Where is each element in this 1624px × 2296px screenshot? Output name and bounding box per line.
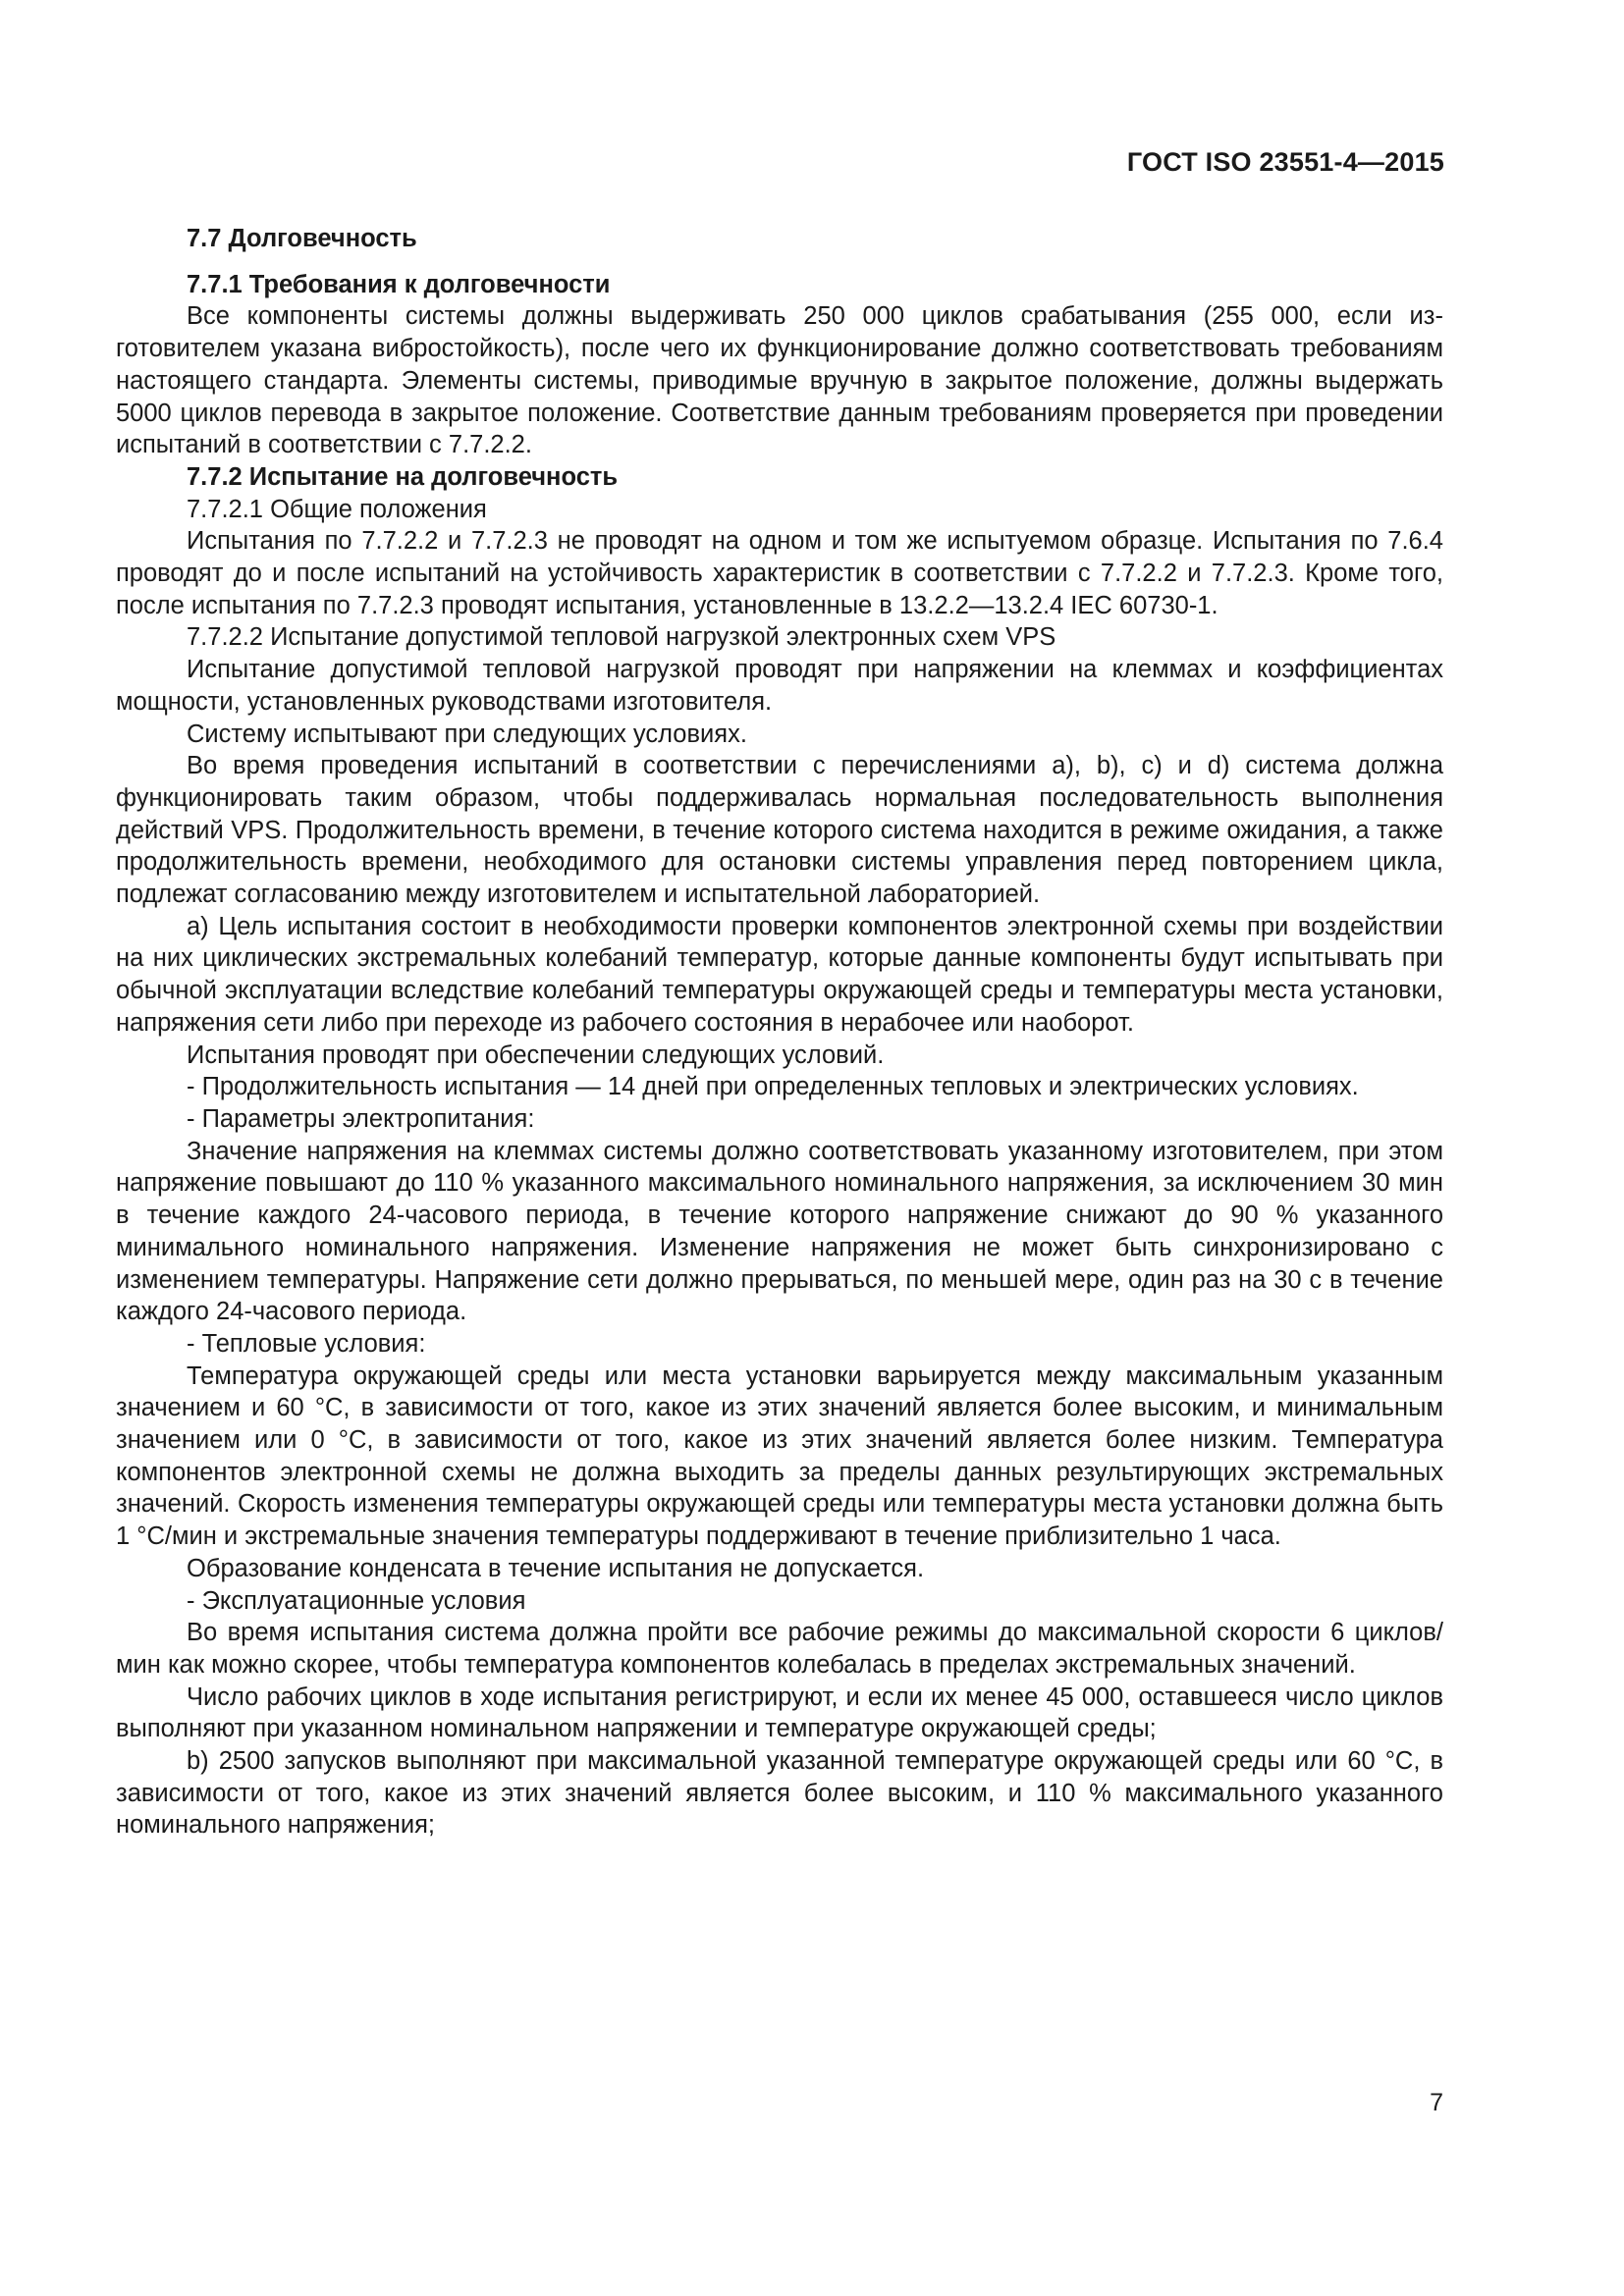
paragraph-item-b: b) 2500 запусков выполняют при максимальной указанной температуре окружающей среды или 60 °С, в зависимости от того, какое из этих значений является более высоким, и 110 % максимального указанного номинального напряжения;: [116, 1747, 1443, 1840]
list-item-operating-conditions: - Эксплуатационные условия: [187, 1586, 526, 1615]
subsection-heading-7-7-2: 7.7.2 Испытание на долговечность: [187, 462, 619, 491]
list-item-thermal-conditions: - Тепловые условия:: [187, 1329, 426, 1358]
paragraph-durability-requirements: Все компоненты системы должны выдерживать 250 000 циклов срабатывания (255 000, если изготовителем указана вибростойкость), после чего их функционирование должно соответствовать требованиям настоящего стандарта. Элементы системы, приводимые вручную в закрытое положение, должны выдержать 5000 циклов перевода в закрытое положение. Соответствие данным требованиям проверяется при проведении испытаний в соответствии с 7.7.2.2.: [116, 302, 1443, 459]
list-item-duration: - Продолжительность испытания — 14 дней при определенных тепловых и электрических условиях.: [187, 1073, 1359, 1101]
paragraph-operating-modes: Во время испытания система должна пройти все рабочие режимы до максимальной скорости 6 циклов/мин как можно скорее, чтобы температура компонентов колебалась в пределах экстремальных значений.: [116, 1619, 1443, 1679]
clause-heading-7-7-2-2: 7.7.2.2 Испытание допустимой тепловой нагрузкой электронных схем VPS: [187, 623, 1056, 652]
paragraph-temperature-range: Температура окружающей среды или места установки варьируется между максимальным указанным значением и 60 °С, в зависимости от того, какое из этих значений является более высоким, и минимальным значением или 0 °С, в зависимости от того, какое из этих значений является более низким. Температура компонентов электронной схемы не должна выходить за пределы данных результирующих экстремальных значений. Скорость изменения температуры окружающей среды или температуры места установки должна быть 1 °С/мин и экстремальные значения температуры поддерживают в течение приблизительно 1 часа.: [116, 1362, 1443, 1551]
paragraph-thermal-load-test: Испытание допустимой тепловой нагрузкой проводят при напряжении на клеммах и коэффициентах мощности, установленных руководствами изготовителя.: [116, 656, 1443, 716]
document-header: ГОСТ ISO 23551-4—2015: [1126, 147, 1444, 177]
clause-heading-7-7-2-1: 7.7.2.1 Общие положения: [187, 495, 487, 523]
section-heading-7-7: 7.7 Долговечность: [187, 225, 417, 252]
page-number: 7: [1430, 2089, 1443, 2116]
paragraph-general-provisions: Испытания по 7.7.2.2 и 7.7.2.3 не проводят на одном и том же испытуемом образце. Испытания по 7.6.4 проводят до и после испытаний на устойчивость характеристик в соответствии с 7.7.2.2 и 7.7.2.3. Кроме того, после испытания по 7.7.2.3 проводят испытания, установленные в 13.2.2—13.2.4 IEC 60730-1.: [116, 527, 1443, 619]
paragraph-voltage-values: Значение напряжения на клеммах системы должно соответствовать указанному изготовителем, при этом напряжение повышают до 110 % указанного максимального номинального напряжения, за исключением 30 мин в течение каждого 24-часового периода, в течение которого напряжение снижают до 90 % указанного минимального номинального напряжения. Изменение напряжения не может быть синхронизировано с изменением температуры. Напряжение сети должно прерываться, по меньшей мере, один раз на 30 с в течение каждого 24-часового периода.: [116, 1137, 1443, 1326]
subsection-heading-7-7-1: 7.7.1 Требования к долговечности: [187, 270, 611, 298]
list-item-power-parameters: - Параметры электропитания:: [187, 1104, 535, 1133]
paragraph-test-conditions-intro: Систему испытывают при следующих условиях.: [187, 720, 747, 748]
paragraph-item-a: а) Цель испытания состоит в необходимости проверки компонентов электронной схемы при воздействии на них циклических экстремальных колебаний температур, которые данные компоненты будут испытывать при обычной эксплуатации вследствие колебаний температуры окружающей среды и температуры места установки, напряжения сети либо при переходе из рабочего состояния в нерабочее или наоборот.: [116, 912, 1443, 1037]
paragraph-condensation: Образование конденсата в течение испытания не допускается.: [187, 1554, 925, 1582]
paragraph-conditions-lead: Испытания проводят при обеспечении следующих условий.: [187, 1041, 885, 1069]
paragraph-cycle-count: Число рабочих циклов в ходе испытания регистрируют, и если их менее 45 000, оставшееся число циклов выполняют при указанном номинальном напряжении и температуре окружающей среды;: [116, 1682, 1443, 1743]
paragraph-test-sequence: Во время проведения испытаний в соответствии с перечислениями а), b), с) и d) система должна функционировать таким образом, чтобы поддерживалась нормальная последовательность выполнения действий VPS. Продолжительность времени, в течение которого система находится в режиме ожидания, а также продолжительность времени, необходимого для остановки системы управления перед повторением цикла, подлежат согласованию между изготовителем и испытательной лабораторией.: [116, 752, 1443, 909]
document-body: [116, 223, 1443, 1842]
